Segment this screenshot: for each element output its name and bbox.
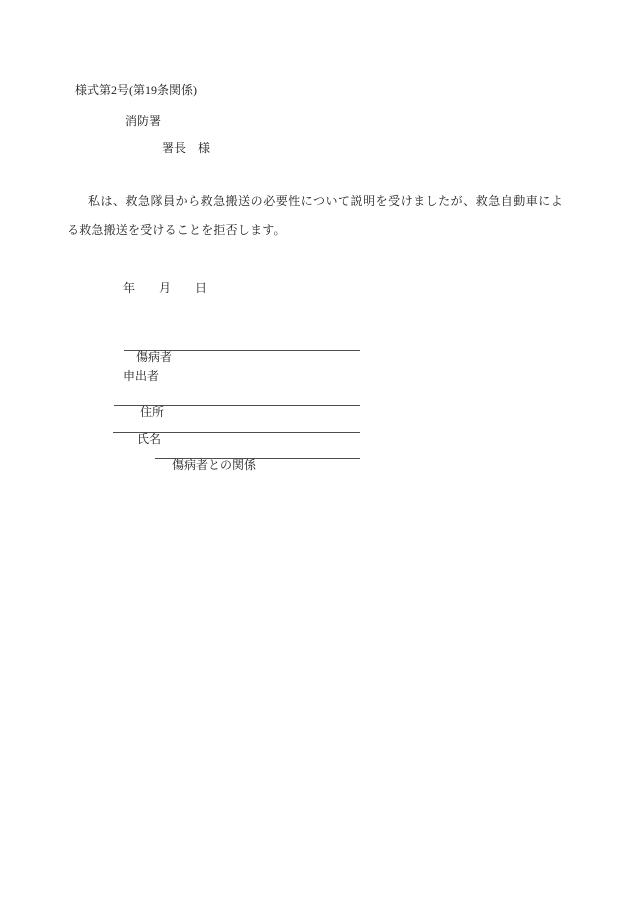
address-field-label: 住所 bbox=[140, 405, 165, 419]
applicant-label: 申出者 bbox=[123, 369, 160, 383]
addressee-chief-label: 署長 様 bbox=[162, 141, 211, 155]
form-number-label: 様式第2号(第19条関係) bbox=[75, 83, 197, 97]
relation-field-line bbox=[155, 444, 360, 472]
body-paragraph: 私は、救急隊員から救急搬送の必要性について説明を受けましたが、救急自動車による救急搬送を受けることを拒否します。 bbox=[67, 194, 563, 237]
victim-field-line bbox=[124, 336, 360, 364]
name-field-line bbox=[113, 418, 360, 446]
relation-field-label: 傷病者との関係 bbox=[172, 458, 257, 472]
date-line: 年 月 日 bbox=[123, 281, 208, 295]
name-field-label: 氏名 bbox=[137, 432, 162, 446]
addressee-station-label: 消防署 bbox=[125, 114, 162, 128]
victim-field-label: 傷病者 bbox=[136, 350, 173, 364]
address-field-line bbox=[114, 391, 360, 419]
